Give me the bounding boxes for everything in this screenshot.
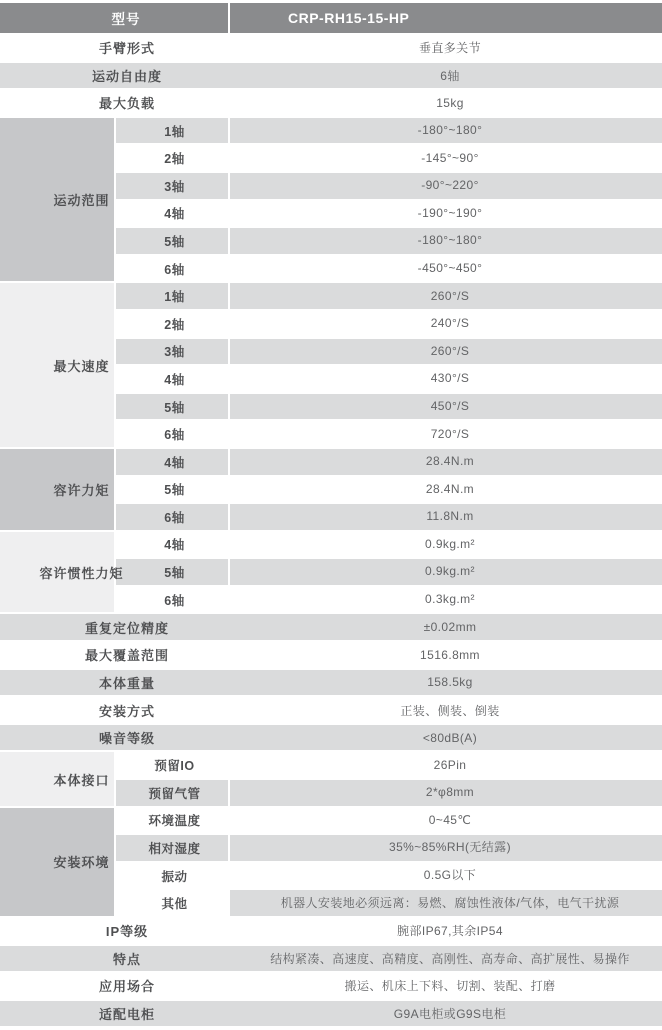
row-label: 本体重量 [98, 675, 155, 691]
table-row-repeatability [0, 614, 662, 640]
section-group-cell [0, 118, 114, 282]
section-title: 最大速度 [53, 358, 110, 374]
table-row [116, 256, 662, 282]
row-value: ±0.02mm [423, 620, 477, 635]
section-title: 本体接口 [53, 772, 110, 788]
row-label: 安装方式 [98, 703, 155, 719]
axis-label: 4轴 [116, 532, 228, 558]
axis-value: 28.4N.m [230, 477, 662, 503]
section-allowable-torque [0, 449, 662, 530]
axis-label: 4轴 [116, 201, 228, 227]
table-row-applications [0, 973, 662, 999]
axis-label: 5轴 [116, 394, 228, 420]
axis-value: 0.3kg.m² [230, 587, 662, 613]
section-group-cell [0, 752, 114, 805]
table-row [116, 201, 662, 227]
section-rows [116, 808, 662, 916]
axis-label: 1轴 [116, 118, 228, 144]
sub-label: 预留IO [116, 752, 228, 778]
sub-value: 26Pin [230, 752, 662, 778]
section-body-interface [0, 752, 662, 805]
table-row-dof [0, 63, 662, 89]
table-row [116, 477, 662, 503]
table-row [116, 311, 662, 337]
row-label: 适配电柜 [98, 1007, 155, 1023]
row-value: 1516.8mm [420, 647, 480, 662]
sub-value: 机器人安装地必须远离：易燃、腐蚀性液体/气体，电气干扰源 [230, 890, 662, 916]
section-install-env [0, 808, 662, 916]
sub-label: 环境温度 [116, 808, 228, 834]
table-row [116, 752, 662, 778]
sub-value: 35%~85%RH(无结露) [230, 835, 662, 861]
axis-value: 720°/S [230, 421, 662, 447]
table-row [116, 173, 662, 199]
row-label: 应用场合 [98, 979, 155, 995]
section-motion-range [0, 118, 662, 282]
section-allowable-inertia [0, 532, 662, 613]
row-value: 腕部IP67,其余IP54 [397, 924, 503, 939]
axis-value: -190°~190° [230, 201, 662, 227]
axis-label: 5轴 [116, 477, 228, 503]
table-row-features [0, 946, 662, 972]
row-label: 最大覆盖范围 [84, 648, 169, 664]
section-group-cell [0, 532, 124, 613]
axis-value: -450°~450° [230, 256, 662, 282]
row-value: 正装、侧装、倒装 [400, 703, 500, 718]
section-title: 运动范围 [53, 193, 110, 209]
table-row [116, 118, 662, 144]
sub-value: 0~45℃ [230, 808, 662, 834]
axis-label: 2轴 [116, 145, 228, 171]
sub-label: 其他 [116, 890, 228, 916]
row-label: 特点 [112, 951, 141, 967]
axis-value: -180°~180° [230, 228, 662, 254]
axis-label: 5轴 [116, 228, 228, 254]
row-label: 最大负载 [98, 96, 155, 112]
header-model-value: CRP-RH15-15-HP [230, 3, 662, 33]
table-row [116, 421, 662, 447]
section-rows [116, 283, 662, 447]
row-label: 运动自由度 [91, 68, 162, 84]
axis-value: 11.8N.m [230, 504, 662, 530]
table-header-row [0, 3, 662, 33]
section-group-cell [0, 808, 114, 916]
table-row [116, 890, 662, 916]
sub-value: 0.5G以下 [230, 863, 662, 889]
section-rows [116, 449, 662, 530]
section-title: 容许惯性力矩 [39, 565, 124, 581]
axis-label: 6轴 [116, 504, 228, 530]
row-value: 垂直多关节 [418, 41, 481, 56]
axis-label: 6轴 [116, 256, 228, 282]
table-row [116, 532, 662, 558]
table-row [116, 559, 662, 585]
table-row [116, 504, 662, 530]
table-row [116, 835, 662, 861]
sub-value: 2*φ8mm [230, 780, 662, 806]
table-row [116, 228, 662, 254]
table-row [116, 145, 662, 171]
section-title: 安装环境 [53, 855, 110, 871]
axis-label: 6轴 [116, 421, 228, 447]
axis-label: 3轴 [116, 173, 228, 199]
sub-label: 预留气管 [116, 780, 228, 806]
section-rows [116, 118, 662, 282]
table-row-body-weight [0, 670, 662, 696]
table-row-max-payload [0, 90, 662, 116]
table-row-mounting [0, 697, 662, 723]
section-rows [116, 752, 662, 805]
sub-label: 振动 [116, 863, 228, 889]
axis-label: 3轴 [116, 339, 228, 365]
sub-label: 相对湿度 [116, 835, 228, 861]
table-row [116, 339, 662, 365]
row-value: 结构紧凑、高速度、高精度、高刚性、高寿命、高扩展性、易操作 [270, 951, 630, 966]
row-value: 15kg [436, 95, 464, 110]
axis-value: 260°/S [230, 283, 662, 309]
section-rows [116, 532, 662, 613]
axis-label: 6轴 [116, 587, 228, 613]
axis-label: 1轴 [116, 283, 228, 309]
table-row-ip-rating [0, 918, 662, 944]
table-row [116, 780, 662, 806]
table-row [116, 587, 662, 613]
table-row [116, 394, 662, 420]
row-value: <80dB(A) [422, 730, 478, 745]
row-label: 重复定位精度 [84, 620, 169, 636]
axis-value: 0.9kg.m² [230, 559, 662, 585]
row-value: G9A电柜或G9S电柜 [393, 1007, 507, 1022]
row-label: IP等级 [105, 924, 149, 940]
row-value: 搬运、机床上下料、切割、装配、打磨 [344, 979, 556, 994]
row-label: 噪音等级 [98, 731, 155, 747]
header-model-label: 型号 [0, 3, 228, 33]
section-title: 容许力矩 [53, 482, 110, 498]
table-row [116, 449, 662, 475]
table-row-max-reach [0, 642, 662, 668]
axis-label: 2轴 [116, 311, 228, 337]
axis-value: 0.9kg.m² [230, 532, 662, 558]
axis-value: -90°~220° [230, 173, 662, 199]
table-row-arm-type [0, 35, 662, 61]
axis-label: 4轴 [116, 366, 228, 392]
section-max-speed [0, 283, 662, 447]
axis-value: -145°~90° [230, 145, 662, 171]
row-label: 手臂形式 [98, 41, 155, 57]
axis-value: 430°/S [230, 366, 662, 392]
section-group-cell [0, 283, 114, 447]
axis-value: 450°/S [230, 394, 662, 420]
axis-label: 4轴 [116, 449, 228, 475]
table-row [116, 366, 662, 392]
table-row [116, 863, 662, 889]
section-group-cell [0, 449, 114, 530]
row-value: 158.5kg [427, 675, 473, 690]
axis-value: 260°/S [230, 339, 662, 365]
axis-value: 28.4N.m [230, 449, 662, 475]
axis-label: 5轴 [116, 559, 228, 585]
table-row [116, 808, 662, 834]
table-row-cabinet [0, 1001, 662, 1027]
axis-value: 240°/S [230, 311, 662, 337]
table-row [116, 283, 662, 309]
row-value: 6轴 [440, 68, 460, 83]
table-row-noise-level [0, 725, 662, 751]
axis-value: -180°~180° [230, 118, 662, 144]
